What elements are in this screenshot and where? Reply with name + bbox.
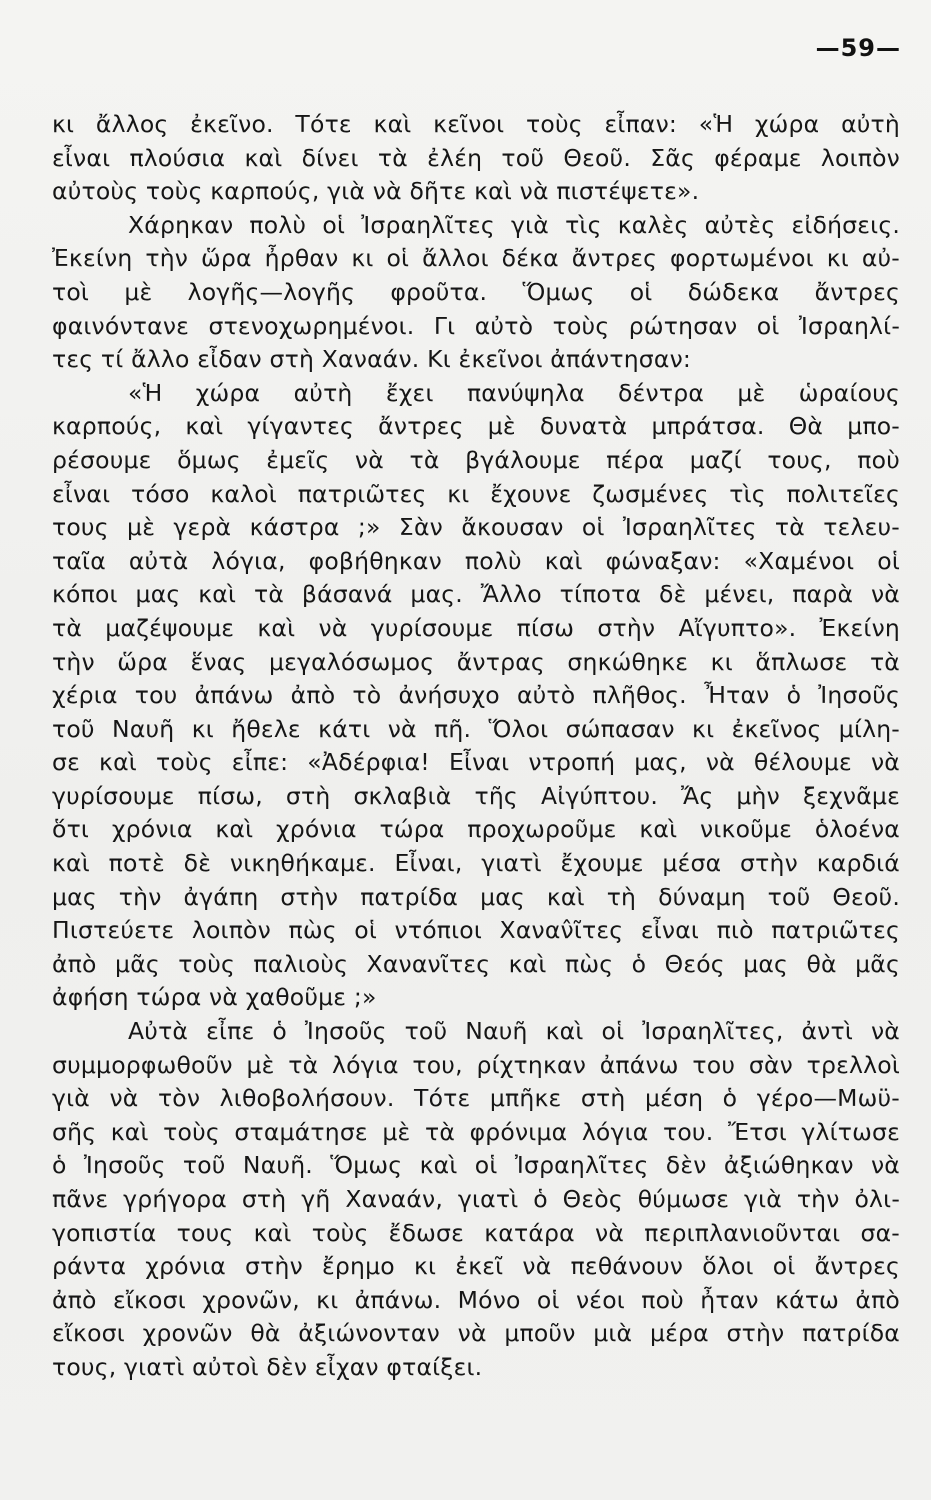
text-line: καὶ ποτὲ δὲ νικηθήκαμε. Εἶναι, γιατὶ ἔχουμε μέσα στὴν καρδιά: [52, 849, 900, 878]
text-line: καρπούς, καὶ γίγαντες ἄντρες μὲ δυνατὰ μπράτσα. Θὰ μπο-: [52, 412, 900, 441]
text-line: ταῖα αὐτὰ λόγια, φοβήθηκαν πολὺ καὶ φώναξαν: «Χαμένοι οἱ: [52, 546, 900, 575]
text-line: εἶναι τόσο καλοὶ πατριῶτες κι ἔχουνε ζωσμένες τὶς πολιτεῖες: [52, 479, 900, 508]
text-line: τους μὲ γερὰ κάστρα ;» Σὰν ἄκουσαν οἱ Ἰσραηλῖτες τὰ τελευ-: [52, 513, 900, 542]
text-line: τὴν ὥρα ἕνας μεγαλόσωμος ἄντρας σηκώθηκε κι ἅπλωσε τὰ: [52, 647, 900, 676]
text-line: σε καὶ τοὺς εἶπε: «Ἀδέρφια! Εἶναι ντροπή μας, νὰ θέλουμε νὰ: [52, 748, 900, 777]
text-line: πᾶνε γρήγορα στὴ γῆ Χαναάν, γιατὶ ὁ Θεὸς θύμωσε γιὰ τὴν ὀλι-: [52, 1185, 900, 1213]
text-line: εἶναι πλούσια καὶ δίνει τὰ ἐλέη τοῦ Θεοῦ. Σᾶς φέραμε λοιπὸν: [52, 143, 900, 172]
text-line: τοὶ μὲ λογῆς—λογῆς φροῦτα. Ὅμως οἱ δώδεκα ἄντρες: [52, 277, 900, 306]
text-line: σῆς καὶ τοὺς σταμάτησε μὲ τὰ φρόνιμα λόγια του. Ἔτσι γλίτωσε: [52, 1117, 900, 1146]
page-number: —59—: [815, 34, 901, 62]
text-line: ράντα χρόνια στὴν ἔρημο κι ἐκεῖ νὰ πεθάνουν ὅλοι οἱ ἄντρες: [52, 1252, 900, 1281]
text-line: ἀπὸ μᾶς τοὺς παλιοὺς Χανανῖτες καὶ πὼς ὁ Θεός μας θὰ μᾶς: [52, 949, 900, 978]
text-line: ὁ Ἰησοῦς τοῦ Ναυῆ. Ὅμως καὶ οἱ Ἰσραηλῖτες δὲν ἀξιώθηκαν νὰ: [52, 1151, 900, 1180]
text-line: μας τὴν ἀγάπη στὴν πατρίδα μας καὶ τὴ δύναμη τοῦ Θεοῦ.: [52, 882, 900, 911]
text-line: χέρια του ἀπάνω ἀπὸ τὸ ἀνήσυχο αὐτὸ πλῆθος. Ἦταν ὁ Ἰησοῦς: [52, 681, 900, 710]
text-line: συμμορφωθοῦν μὲ τὰ λόγια του, ρίχτηκαν ἀπάνω του σὰν τρελλοὶ: [52, 1050, 900, 1079]
text-line: ἀφήση τώρα νὰ χαθοῦμε ;»: [52, 983, 377, 1012]
text-line: τὰ μαζέψουμε καὶ νὰ γυρίσουμε πίσω στὴν Αἴγυπτο». Ἐκείνη: [52, 613, 900, 642]
text-line: τες τί ἄλλο εἶδαν στὴ Χαναάν. Κι ἐκεῖνοι ἀπάντησαν:: [52, 345, 692, 374]
text-line: ὅτι χρόνια καὶ χρόνια τώρα προχωροῦμε καὶ νικοῦμε ὁλοένα: [52, 815, 900, 844]
text-line: γιὰ νὰ τὸν λιθοβολήσουν. Τότε μπῆκε στὴ μέση ὁ γέρο—Μωϋ-: [52, 1084, 900, 1113]
text-line: φαινόντανε στενοχωρημένοι. Γι αὐτὸ τοὺς ρώτησαν οἱ Ἰσραηλί-: [52, 311, 900, 340]
text-line: κι ἄλλος ἐκεῖνο. Τότε καὶ κεῖνοι τοὺς εἶπαν: «Ἡ χώρα αὐτὴ: [52, 110, 900, 138]
text-line: γυρίσουμε πίσω, στὴ σκλαβιὰ τῆς Αἰγύπτου. Ἄς μὴν ξεχνᾶμε: [52, 781, 900, 810]
text-line: τους, γιατὶ αὐτοὶ δὲν εἶχαν φταίξει.: [52, 1352, 483, 1381]
text-line: κόποι μας καὶ τὰ βάσανά μας. Ἄλλο τίποτα δὲ μένει, παρὰ νὰ: [52, 580, 900, 609]
text-line: Αὐτὰ εἶπε ὁ Ἰησοῦς τοῦ Ναυῆ καὶ οἱ Ἰσραηλῖτες, ἀντὶ νὰ: [128, 1017, 900, 1046]
text-line: εἴκοσι χρονῶν θὰ ἀξιώνονταν νὰ μποῦν μιὰ μέρα στὴν πατρίδα: [52, 1319, 900, 1348]
text-line: Ἐκείνη τὴν ὥρα ἦρθαν κι οἱ ἄλλοι δέκα ἄντρες φορτωμένοι κι αὐ-: [52, 244, 900, 273]
text-line: ἀπὸ εἴκοσι χρονῶν, κι ἀπάνω. Μόνο οἱ νέοι ποὺ ἦταν κάτω ἀπὸ: [52, 1285, 900, 1314]
text-line: Χάρηκαν πολὺ οἱ Ἰσραηλῖτες γιὰ τὶς καλὲς αὐτὲς εἰδήσεις.: [128, 210, 900, 239]
text-line: «Ἡ χώρα αὐτὴ ἔχει πανύψηλα δέντρα μὲ ὡραίους: [128, 378, 900, 407]
text-line: γοπιστία τους καὶ τοὺς ἔδωσε κατάρα νὰ περιπλανιοῦνται σα-: [52, 1218, 900, 1247]
text-line: ρέσουμε ὅμως ἐμεῖς νὰ τὰ βγάλουμε πέρα μαζί τους, ποὺ: [52, 445, 900, 474]
text-line: Πιστεύετε λοιπὸν πὼς οἱ ντόπιοι Χαναν̂ῖτες εἶναι πιὸ πατριῶτες: [52, 916, 900, 945]
text-line: αὐτοὺς τοὺς καρπούς, γιὰ νὰ δῆτε καὶ νὰ πιστέψετε».: [52, 177, 700, 206]
text-line: τοῦ Ναυῆ κι ἤθελε κάτι νὰ πῆ. Ὅλοι σώπασαν κι ἐκεῖνος μίλη-: [52, 714, 900, 743]
body-text: [52, 108, 900, 1385]
